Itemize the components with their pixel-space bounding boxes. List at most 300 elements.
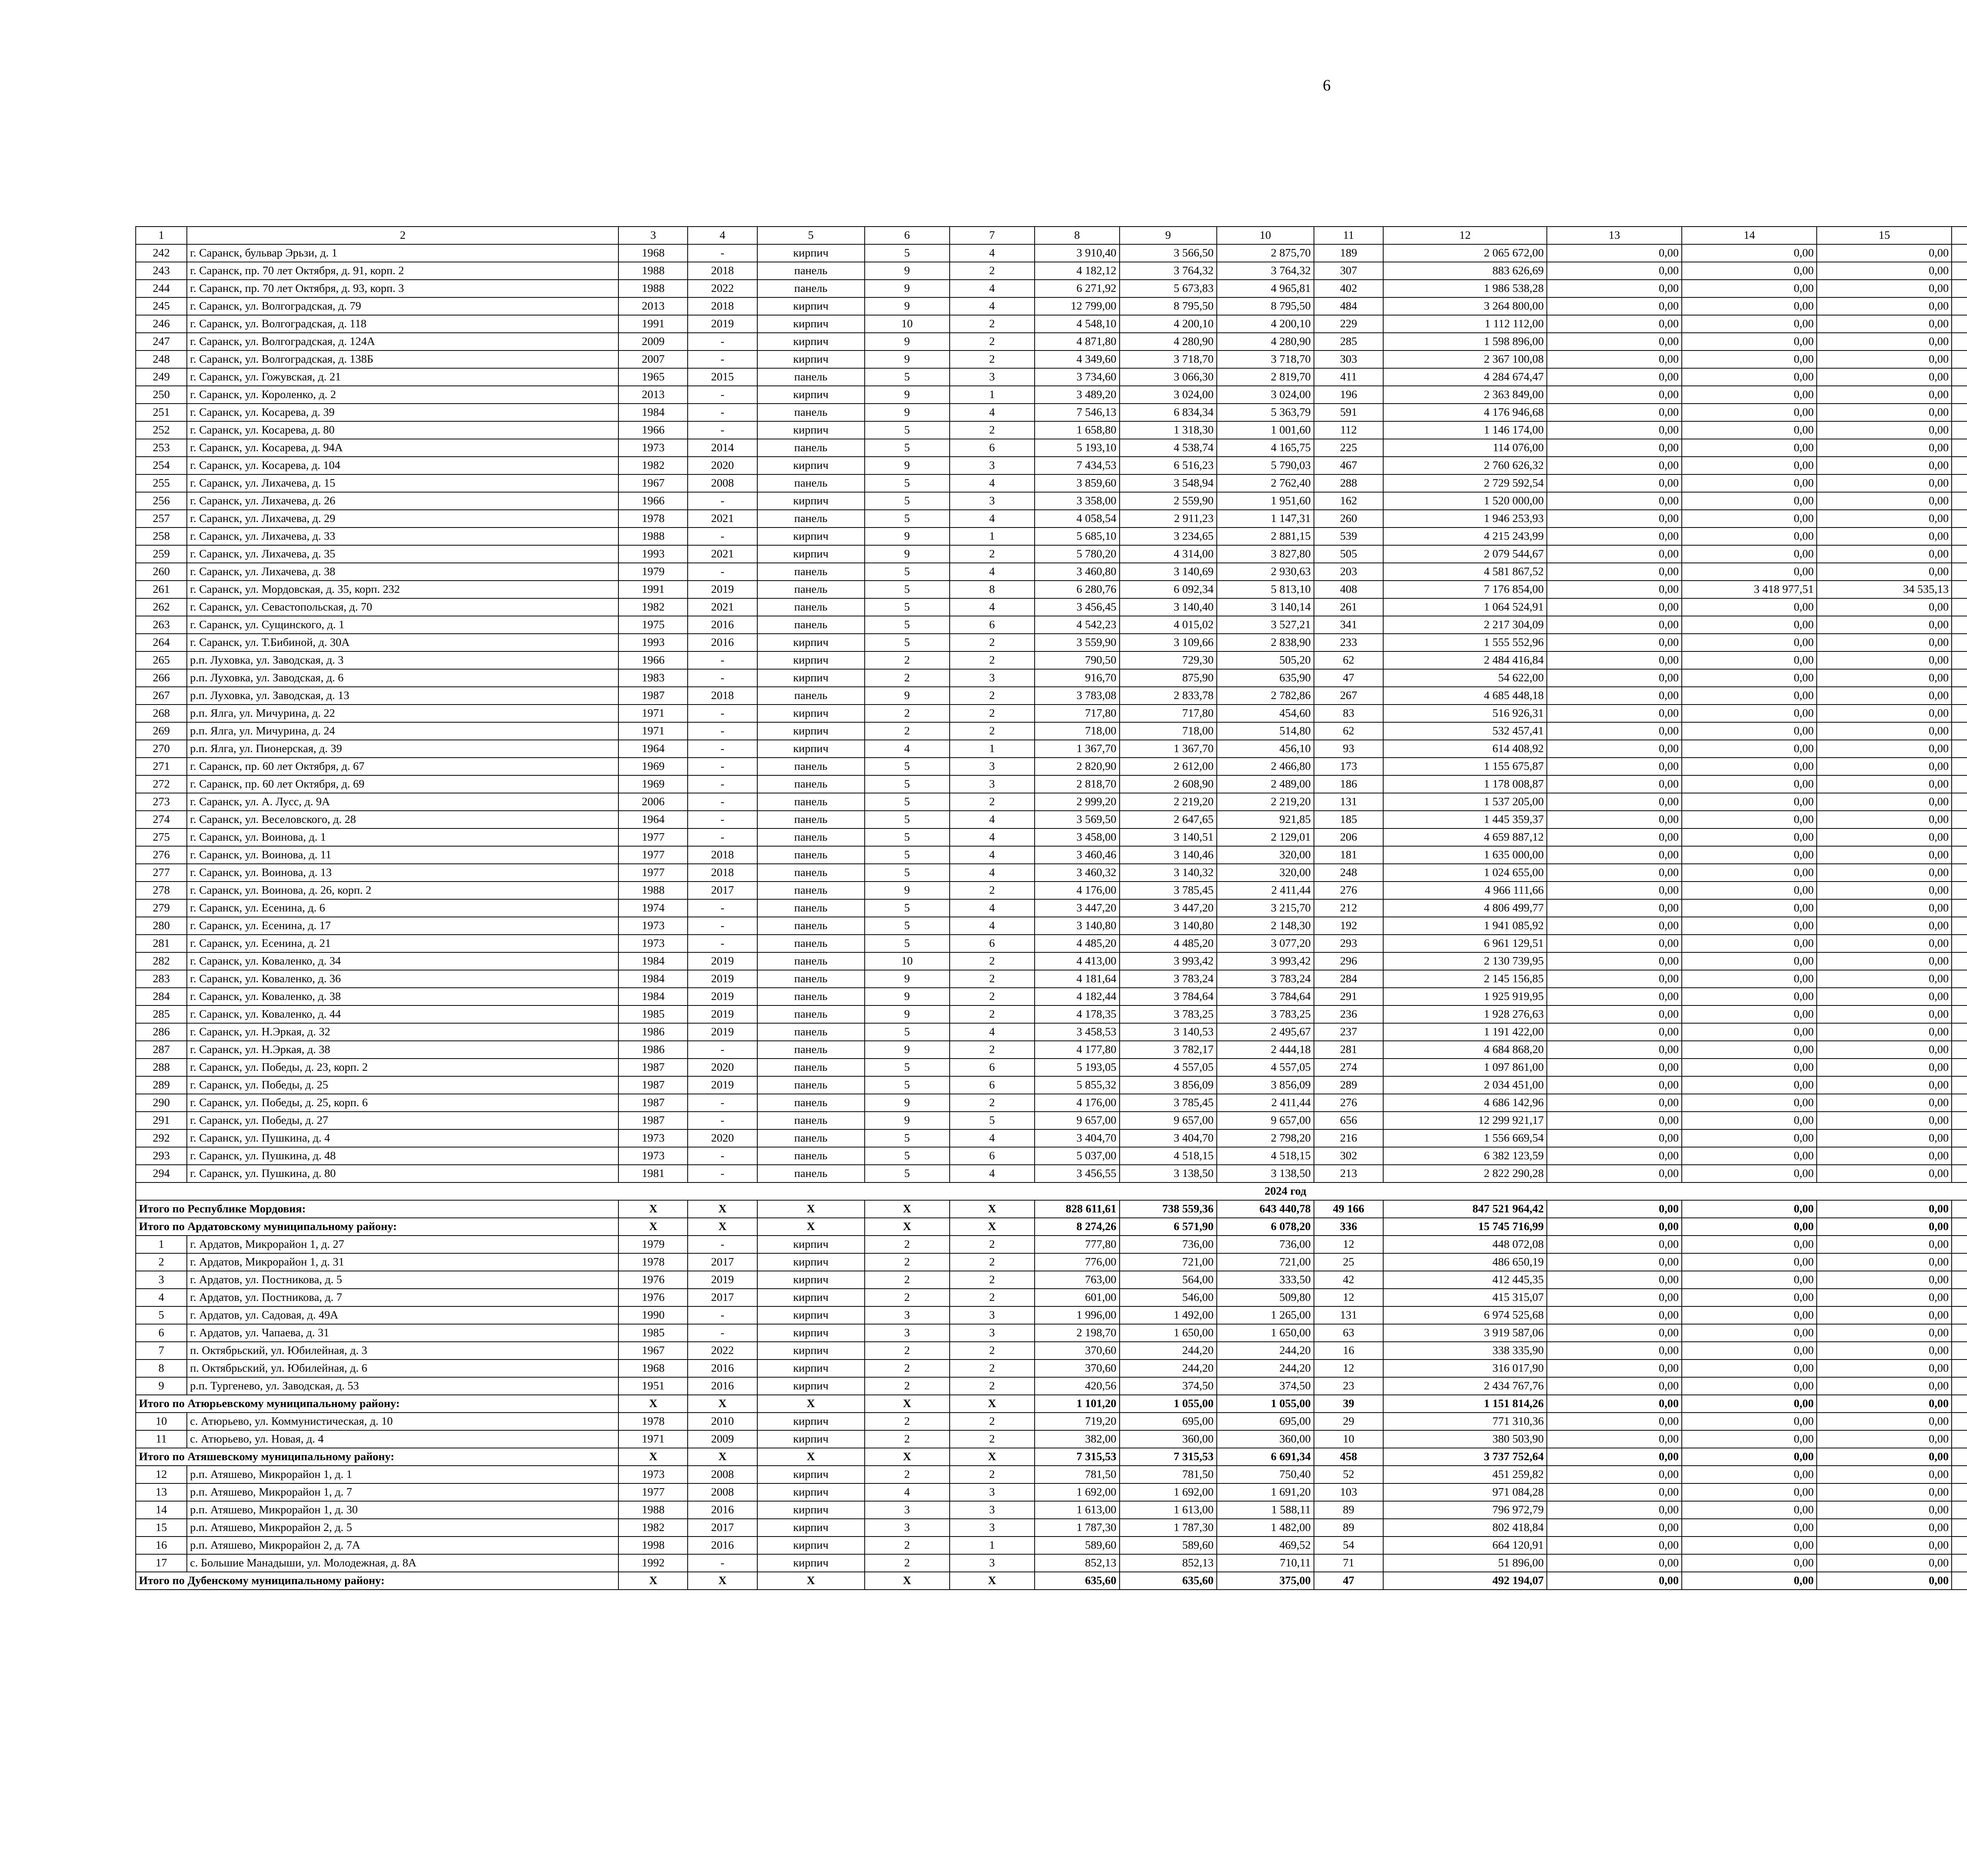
page-number: 6 xyxy=(1323,76,1331,94)
table-cell: 3 784,64 xyxy=(1217,988,1314,1005)
table-cell: 2 xyxy=(865,1554,950,1572)
table-cell: 0,00 xyxy=(1817,899,1952,917)
table-cell: 4 966 111,66 xyxy=(1383,882,1547,899)
total-cell: X xyxy=(688,1448,757,1466)
table-cell: кирпич xyxy=(757,1430,865,1448)
table-cell: панель xyxy=(757,935,865,952)
table-cell: кирпич xyxy=(757,528,865,545)
address-cell: г. Саранск, ул. Пушкина, д. 48 xyxy=(187,1147,618,1165)
table-cell: 0,00 xyxy=(1682,598,1817,616)
table-cell: 1 492,00 xyxy=(1120,1306,1217,1324)
address-cell: г. Саранск, ул. Коваленко, д. 34 xyxy=(187,952,618,970)
row-number: 264 xyxy=(136,634,187,651)
table-cell: 5 xyxy=(865,492,950,510)
table-cell xyxy=(1952,1271,1967,1289)
table-cell: 0,00 xyxy=(1817,1112,1952,1129)
total-cell: 635,60 xyxy=(1035,1572,1120,1590)
table-cell: 2 489,00 xyxy=(1217,775,1314,793)
table-cell: 719,20 xyxy=(1035,1413,1120,1430)
table-cell: 303 xyxy=(1314,350,1383,368)
table-cell: 4 806 499,77 xyxy=(1383,899,1547,917)
table-cell: 0,00 xyxy=(1682,1342,1817,1360)
table-cell: 5 037,00 xyxy=(1035,1147,1120,1165)
table-cell: 2020 xyxy=(688,457,757,474)
table-cell: 1966 xyxy=(618,651,688,669)
row-number: 288 xyxy=(136,1059,187,1076)
table-cell: 0,00 xyxy=(1682,758,1817,775)
table-cell: 6 092,34 xyxy=(1120,581,1217,598)
table-cell: 4 176,00 xyxy=(1035,882,1120,899)
table-cell: 2021 xyxy=(688,598,757,616)
table-cell: 2 xyxy=(950,1413,1035,1430)
table-cell: 4 165,75 xyxy=(1217,439,1314,457)
table-cell: 2019 xyxy=(688,1076,757,1094)
table-row xyxy=(136,864,1967,882)
table-cell: 0,00 xyxy=(1817,828,1952,846)
column-number-cell: 13 xyxy=(1547,227,1682,244)
year-label: 2024 год xyxy=(136,1182,1967,1200)
column-number-cell: 3 xyxy=(618,227,688,244)
row-number: 281 xyxy=(136,935,187,952)
table-row xyxy=(136,1005,1967,1023)
table-row xyxy=(136,651,1967,669)
table-cell: 0,00 xyxy=(1817,1289,1952,1306)
table-cell: 0,00 xyxy=(1547,705,1682,722)
total-cell: X xyxy=(950,1572,1035,1590)
total-cell: X xyxy=(950,1218,1035,1236)
table-cell: 1 613,00 xyxy=(1120,1501,1217,1519)
column-number-cell: 2 xyxy=(187,227,618,244)
table-cell: 415 315,07 xyxy=(1383,1289,1547,1306)
table-cell: 0,00 xyxy=(1817,563,1952,581)
table-cell: 0,00 xyxy=(1547,828,1682,846)
address-cell: г. Саранск, ул. Лихачева, д. 29 xyxy=(187,510,618,528)
table-cell: 1988 xyxy=(618,528,688,545)
table-cell: 93 xyxy=(1314,740,1383,758)
table-cell: 0,00 xyxy=(1682,563,1817,581)
table-cell: 2 xyxy=(865,1537,950,1554)
table-cell: 248 xyxy=(1314,864,1383,882)
table-cell: 1979 xyxy=(618,563,688,581)
address-cell: г. Саранск, ул. Севастопольская, д. 70 xyxy=(187,598,618,616)
total-cell: 6 571,90 xyxy=(1120,1218,1217,1236)
address-cell: р.п. Ялга, ул. Мичурина, д. 24 xyxy=(187,722,618,740)
table-cell: 0,00 xyxy=(1682,1377,1817,1395)
table-cell: 0,00 xyxy=(1547,1413,1682,1430)
table-cell: 236 xyxy=(1314,1005,1383,1023)
table-cell: 0,00 xyxy=(1547,545,1682,563)
total-cell: 39 xyxy=(1314,1395,1383,1413)
table-row xyxy=(136,244,1967,262)
table-cell xyxy=(1952,1430,1967,1448)
table-cell: - xyxy=(688,386,757,404)
table-cell: 6 834,34 xyxy=(1120,404,1217,421)
table-cell: 1974 xyxy=(618,899,688,917)
table-cell: 0,00 xyxy=(1682,864,1817,882)
table-cell: 0,00 xyxy=(1682,811,1817,828)
address-cell: р.п. Тургенево, ул. Заводская, д. 53 xyxy=(187,1377,618,1395)
table-cell: 196 xyxy=(1314,386,1383,404)
table-cell: 1973 xyxy=(618,935,688,952)
table-cell: 3 764,32 xyxy=(1217,262,1314,280)
table-cell: - xyxy=(688,669,757,687)
table-cell: 2021 xyxy=(688,545,757,563)
table-cell: 1998 xyxy=(618,1537,688,1554)
table-cell: 1968 xyxy=(618,1360,688,1377)
table-cell: 2 729 592,54 xyxy=(1383,474,1547,492)
table-cell: 1 650,00 xyxy=(1217,1324,1314,1342)
table-cell: 3 783,25 xyxy=(1120,1005,1217,1023)
table-cell: кирпич xyxy=(757,740,865,758)
table-cell: 5 xyxy=(865,775,950,793)
table-cell: 0,00 xyxy=(1547,1430,1682,1448)
table-cell: 7 434,53 xyxy=(1035,457,1120,474)
table-cell: 2 612,00 xyxy=(1120,758,1217,775)
table-cell: 0,00 xyxy=(1682,350,1817,368)
table-row xyxy=(136,705,1967,722)
table-cell: - xyxy=(688,1147,757,1165)
table-cell: 0,00 xyxy=(1547,1147,1682,1165)
table-cell: 0,00 xyxy=(1682,740,1817,758)
table-cell: 0,00 xyxy=(1817,1306,1952,1324)
table-cell: 0,00 xyxy=(1547,1501,1682,1519)
table-cell: 12 xyxy=(1314,1236,1383,1253)
table-cell xyxy=(1952,492,1967,510)
table-cell: 0,00 xyxy=(1547,1005,1682,1023)
table-cell: 0,00 xyxy=(1817,545,1952,563)
table-cell: 6 xyxy=(950,616,1035,634)
table-cell xyxy=(1952,439,1967,457)
table-cell: 3 718,70 xyxy=(1217,350,1314,368)
table-cell: 2 xyxy=(950,793,1035,811)
table-cell: 1973 xyxy=(618,1129,688,1147)
total-cell: X xyxy=(757,1395,865,1413)
row-number: 258 xyxy=(136,528,187,545)
table-cell: - xyxy=(688,1554,757,1572)
table-cell: 2019 xyxy=(688,581,757,598)
table-cell: 374,50 xyxy=(1120,1377,1217,1395)
table-cell: кирпич xyxy=(757,421,865,439)
table-cell: 0,00 xyxy=(1547,1554,1682,1572)
table-cell: 3 785,45 xyxy=(1120,882,1217,899)
table-cell: 5 xyxy=(865,581,950,598)
table-cell xyxy=(1952,988,1967,1005)
table-cell: 0,00 xyxy=(1682,1271,1817,1289)
table-cell: 0,00 xyxy=(1547,1165,1682,1182)
table-cell: 3 418 977,51 xyxy=(1682,581,1817,598)
total-cell: X xyxy=(688,1200,757,1218)
table-cell: 2 xyxy=(865,1466,950,1483)
table-cell: 4 659 887,12 xyxy=(1383,828,1547,846)
table-cell: 192 xyxy=(1314,917,1383,935)
address-cell: п. Октябрьский, ул. Юбилейная, д. 3 xyxy=(187,1342,618,1360)
row-number: 247 xyxy=(136,333,187,350)
address-cell: с. Атюрьево, ул. Коммунистическая, д. 10 xyxy=(187,1413,618,1430)
total-row xyxy=(136,1572,1967,1590)
address-cell: г. Саранск, ул. Воинова, д. 26, корп. 2 xyxy=(187,882,618,899)
table-cell: 281 xyxy=(1314,1041,1383,1059)
table-cell: 3 718,70 xyxy=(1120,350,1217,368)
table-cell: 1 537 205,00 xyxy=(1383,793,1547,811)
table-cell: 2008 xyxy=(688,474,757,492)
table-cell: 9 xyxy=(865,1005,950,1023)
table-cell: 1981 xyxy=(618,1165,688,1182)
row-number: 284 xyxy=(136,988,187,1005)
table-cell: 0,00 xyxy=(1817,421,1952,439)
table-cell: 451 259,82 xyxy=(1383,1466,1547,1483)
table-cell: 1966 xyxy=(618,492,688,510)
table-cell: 131 xyxy=(1314,793,1383,811)
table-cell: 0,00 xyxy=(1547,899,1682,917)
table-cell: 509,80 xyxy=(1217,1289,1314,1306)
table-cell: 0,00 xyxy=(1682,386,1817,404)
table-cell: 3 734,60 xyxy=(1035,368,1120,386)
table-cell: 189 xyxy=(1314,244,1383,262)
table-cell: 0,00 xyxy=(1682,545,1817,563)
table-cell: 5 xyxy=(865,616,950,634)
table-cell: 1973 xyxy=(618,917,688,935)
table-cell: 486 650,19 xyxy=(1383,1253,1547,1271)
table-cell: 233 xyxy=(1314,634,1383,651)
table-cell: 2019 xyxy=(688,315,757,333)
column-number-cell: 4 xyxy=(688,227,757,244)
table-row xyxy=(136,846,1967,864)
row-number: 274 xyxy=(136,811,187,828)
table-cell: кирпич xyxy=(757,634,865,651)
table-cell: 1 928 276,63 xyxy=(1383,1005,1547,1023)
table-cell xyxy=(1952,262,1967,280)
row-number: 255 xyxy=(136,474,187,492)
table-cell: 1951 xyxy=(618,1377,688,1395)
table-row xyxy=(136,1253,1967,1271)
table-cell: 589,60 xyxy=(1120,1537,1217,1554)
table-cell: 2 xyxy=(950,988,1035,1005)
table-cell: 1984 xyxy=(618,970,688,988)
table-cell: 0,00 xyxy=(1682,474,1817,492)
table-cell: 1 951,60 xyxy=(1217,492,1314,510)
table-cell: 4 200,10 xyxy=(1217,315,1314,333)
total-cell: 6 691,34 xyxy=(1217,1448,1314,1466)
total-cell: X xyxy=(618,1448,688,1466)
table-cell: 0,00 xyxy=(1547,793,1682,811)
table-cell: 0,00 xyxy=(1682,1430,1817,1448)
table-cell: 5 xyxy=(865,244,950,262)
table-cell: 5 685,10 xyxy=(1035,528,1120,545)
table-cell: панель xyxy=(757,793,865,811)
address-cell: с. Большие Манадыши, ул. Молодежная, д. 8А xyxy=(187,1554,618,1572)
row-number: 8 xyxy=(136,1360,187,1377)
table-cell: 0,00 xyxy=(1817,1165,1952,1182)
table-cell: 0,00 xyxy=(1817,616,1952,634)
table-cell: панель xyxy=(757,1023,865,1041)
table-cell: 1 946 253,93 xyxy=(1383,510,1547,528)
column-number-cell: 6 xyxy=(865,227,950,244)
table-cell: 0,00 xyxy=(1817,1501,1952,1519)
table-cell: панель xyxy=(757,616,865,634)
table-cell: 0,00 xyxy=(1817,1059,1952,1076)
table-cell: 1984 xyxy=(618,404,688,421)
table-cell: 2 647,65 xyxy=(1120,811,1217,828)
address-cell: г. Ардатов, ул. Садовая, д. 49А xyxy=(187,1306,618,1324)
address-cell: р.п. Луховка, ул. Заводская, д. 13 xyxy=(187,687,618,705)
table-cell: 1 367,70 xyxy=(1120,740,1217,758)
table-cell: 0,00 xyxy=(1682,935,1817,952)
table-cell: 2 434 767,76 xyxy=(1383,1377,1547,1395)
address-cell: г. Саранск, ул. Воинова, д. 13 xyxy=(187,864,618,882)
table-cell: 1967 xyxy=(618,1342,688,1360)
table-cell: - xyxy=(688,811,757,828)
table-cell: 2018 xyxy=(688,687,757,705)
table-cell: кирпич xyxy=(757,1413,865,1430)
row-number: 14 xyxy=(136,1501,187,1519)
table-cell: 0,00 xyxy=(1547,333,1682,350)
table-cell: 2018 xyxy=(688,864,757,882)
table-cell: 185 xyxy=(1314,811,1383,828)
table-cell: 921,85 xyxy=(1217,811,1314,828)
table-cell: панель xyxy=(757,970,865,988)
table-cell: 2006 xyxy=(618,793,688,811)
table-cell: 3 460,32 xyxy=(1035,864,1120,882)
table-cell: 1 692,00 xyxy=(1120,1483,1217,1501)
table-cell: 316 017,90 xyxy=(1383,1360,1547,1377)
table-cell: 0,00 xyxy=(1547,864,1682,882)
table-cell: 0,00 xyxy=(1817,1023,1952,1041)
table-cell: кирпич xyxy=(757,545,865,563)
table-cell: 2 411,44 xyxy=(1217,1094,1314,1112)
table-cell: 5 xyxy=(865,1023,950,1041)
table-row xyxy=(136,563,1967,581)
table-cell: 2 999,20 xyxy=(1035,793,1120,811)
column-number-cell: 9 xyxy=(1120,227,1217,244)
table-cell: 5 xyxy=(865,439,950,457)
table-cell: 3 109,66 xyxy=(1120,634,1217,651)
table-cell: 4 518,15 xyxy=(1120,1147,1217,1165)
total-cell xyxy=(1952,1200,1967,1218)
total-cell: X xyxy=(950,1200,1035,1218)
address-cell: г. Саранск, ул. Гожувская, д. 21 xyxy=(187,368,618,386)
address-cell: г. Саранск, ул. Косарева, д. 39 xyxy=(187,404,618,421)
total-cell: 828 611,61 xyxy=(1035,1200,1120,1218)
table-cell xyxy=(1952,1059,1967,1076)
table-cell: 2 xyxy=(865,1271,950,1289)
table-cell: 3 569,50 xyxy=(1035,811,1120,828)
table-cell: 291 xyxy=(1314,988,1383,1005)
table-cell: 0,00 xyxy=(1817,740,1952,758)
row-number: 253 xyxy=(136,439,187,457)
table-cell: 229 xyxy=(1314,315,1383,333)
column-number-cell: 7 xyxy=(950,227,1035,244)
table-cell: 1966 xyxy=(618,421,688,439)
table-cell: панель xyxy=(757,368,865,386)
table-cell: 0,00 xyxy=(1547,935,1682,952)
table-cell: - xyxy=(688,705,757,722)
table-cell: 3 783,08 xyxy=(1035,687,1120,705)
row-number: 242 xyxy=(136,244,187,262)
address-cell: р.п. Луховка, ул. Заводская, д. 6 xyxy=(187,669,618,687)
table-cell: 2 875,70 xyxy=(1217,244,1314,262)
table-row xyxy=(136,1483,1967,1501)
table-cell xyxy=(1952,386,1967,404)
table-cell: 3 489,20 xyxy=(1035,386,1120,404)
table-cell: 0,00 xyxy=(1547,350,1682,368)
table-cell xyxy=(1952,1537,1967,1554)
table-cell: 5 780,20 xyxy=(1035,545,1120,563)
table-cell: 0,00 xyxy=(1817,952,1952,970)
table-cell xyxy=(1952,1377,1967,1395)
table-cell: 62 xyxy=(1314,722,1383,740)
table-cell: 5 813,10 xyxy=(1217,581,1314,598)
table-cell: 360,00 xyxy=(1120,1430,1217,1448)
row-number: 250 xyxy=(136,386,187,404)
table-cell: 505 xyxy=(1314,545,1383,563)
table-cell: 3 140,80 xyxy=(1120,917,1217,935)
table-cell: панель xyxy=(757,262,865,280)
total-cell: 1 151 814,26 xyxy=(1383,1395,1547,1413)
table-cell: панель xyxy=(757,828,865,846)
table-row xyxy=(136,828,1967,846)
table-cell: 3 140,80 xyxy=(1035,917,1120,935)
table-cell: 971 084,28 xyxy=(1383,1483,1547,1501)
table-cell: 0,00 xyxy=(1682,1147,1817,1165)
table-cell: 360,00 xyxy=(1217,1430,1314,1448)
table-cell: 244,20 xyxy=(1217,1342,1314,1360)
table-cell: 284 xyxy=(1314,970,1383,988)
total-row xyxy=(136,1200,1967,1218)
table-cell: 1983 xyxy=(618,669,688,687)
table-cell: 1973 xyxy=(618,1147,688,1165)
table-row xyxy=(136,793,1967,811)
table-cell: 2 xyxy=(865,1342,950,1360)
table-cell: 3 783,24 xyxy=(1217,970,1314,988)
table-cell: 0,00 xyxy=(1547,528,1682,545)
table-cell: 4 581 867,52 xyxy=(1383,563,1547,581)
table-row xyxy=(136,510,1967,528)
table-cell: 1 178 008,87 xyxy=(1383,775,1547,793)
table-cell: 0,00 xyxy=(1817,864,1952,882)
table-cell: 3 764,32 xyxy=(1120,262,1217,280)
table-cell: кирпич xyxy=(757,705,865,722)
table-cell: 0,00 xyxy=(1547,315,1682,333)
table-cell: кирпич xyxy=(757,1271,865,1289)
table-cell: 0,00 xyxy=(1547,404,1682,421)
table-cell: 0,00 xyxy=(1817,297,1952,315)
table-cell: 2 466,80 xyxy=(1217,758,1314,775)
table-cell: 0,00 xyxy=(1682,262,1817,280)
table-cell: 307 xyxy=(1314,262,1383,280)
table-cell: 274 xyxy=(1314,1059,1383,1076)
address-cell: г. Саранск, ул. Пушкина, д. 80 xyxy=(187,1165,618,1182)
table-cell: 62 xyxy=(1314,651,1383,669)
total-cell: X xyxy=(757,1218,865,1236)
table-cell: 2 363 849,00 xyxy=(1383,386,1547,404)
table-cell xyxy=(1952,528,1967,545)
total-cell: X xyxy=(688,1218,757,1236)
table-cell: 1977 xyxy=(618,1483,688,1501)
table-cell: 0,00 xyxy=(1547,988,1682,1005)
table-cell: 402 xyxy=(1314,280,1383,297)
table-cell: 2 xyxy=(950,1094,1035,1112)
table-cell: 4 xyxy=(950,474,1035,492)
table-cell xyxy=(1952,970,1967,988)
table-cell: 1 692,00 xyxy=(1035,1483,1120,1501)
table-cell: 296 xyxy=(1314,952,1383,970)
table-row xyxy=(136,758,1967,775)
table-cell: 1978 xyxy=(618,1413,688,1430)
table-cell: 0,00 xyxy=(1547,563,1682,581)
row-number: 292 xyxy=(136,1129,187,1147)
table-row xyxy=(136,775,1967,793)
total-cell: X xyxy=(618,1572,688,1590)
